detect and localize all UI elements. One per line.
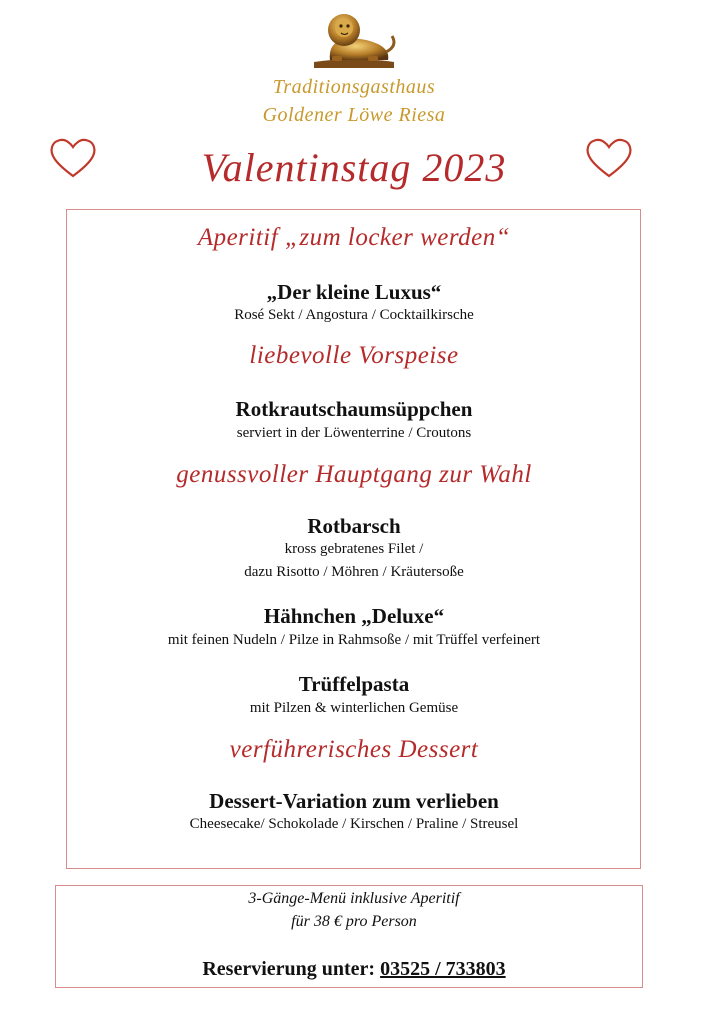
reservation-line: [0, 958, 708, 981]
price-line-1: 3-Gänge-Menü inklusive Aperitif: [248, 890, 460, 907]
brand-line-1: Traditionsgasthaus: [272, 76, 436, 98]
reservation-phone-link[interactable]: 03525 / 733803: [380, 958, 506, 980]
price-line-2: für 38 € pro Person: [291, 913, 417, 930]
aperitif-heading: Aperitif „zum locker werden“: [197, 224, 511, 251]
brand-line-2: Goldener Löwe Riesa: [262, 104, 446, 126]
reservation-label: Reservierung unter:: [202, 958, 376, 980]
starter-heading: liebevolle Vorspeise: [249, 342, 459, 369]
starter-name: Rotkrautschaumsüppchen: [235, 397, 473, 421]
main-course-heading: genussvoller Hauptgang zur Wahl: [176, 461, 532, 488]
dessert-description: Cheesecake/ Schokolade / Kirschen / Praline / Streusel: [189, 816, 519, 832]
golden-lion-icon: [308, 6, 400, 70]
aperitif-name: „Der kleine Luxus“: [266, 280, 442, 304]
main-dish-name: Hähnchen „Deluxe“: [263, 604, 445, 628]
main-dish-description: mit feinen Nudeln / Pilze in Rahmsoße / mit Trüffel verfeinert: [167, 632, 541, 648]
dessert-heading: verführerisches Dessert: [229, 736, 479, 763]
main-dish-description: dazu Risotto / Möhren / Kräutersoße: [244, 564, 464, 580]
aperitif-description: Rosé Sekt / Angostura / Cocktailkirsche: [234, 307, 474, 323]
main-dish-name: Rotbarsch: [307, 514, 401, 538]
main-dish-description: kross gebratenes Filet /: [284, 541, 424, 557]
page-title: Valentinstag 2023: [201, 145, 507, 190]
main-dish-description: mit Pilzen & winterlichen Gemüse: [249, 700, 459, 716]
dessert-name: Dessert-Variation zum verlieben: [209, 789, 499, 813]
starter-description: serviert in der Löwenterrine / Croutons: [236, 425, 472, 441]
main-dish-name: Trüffelpasta: [298, 672, 410, 696]
